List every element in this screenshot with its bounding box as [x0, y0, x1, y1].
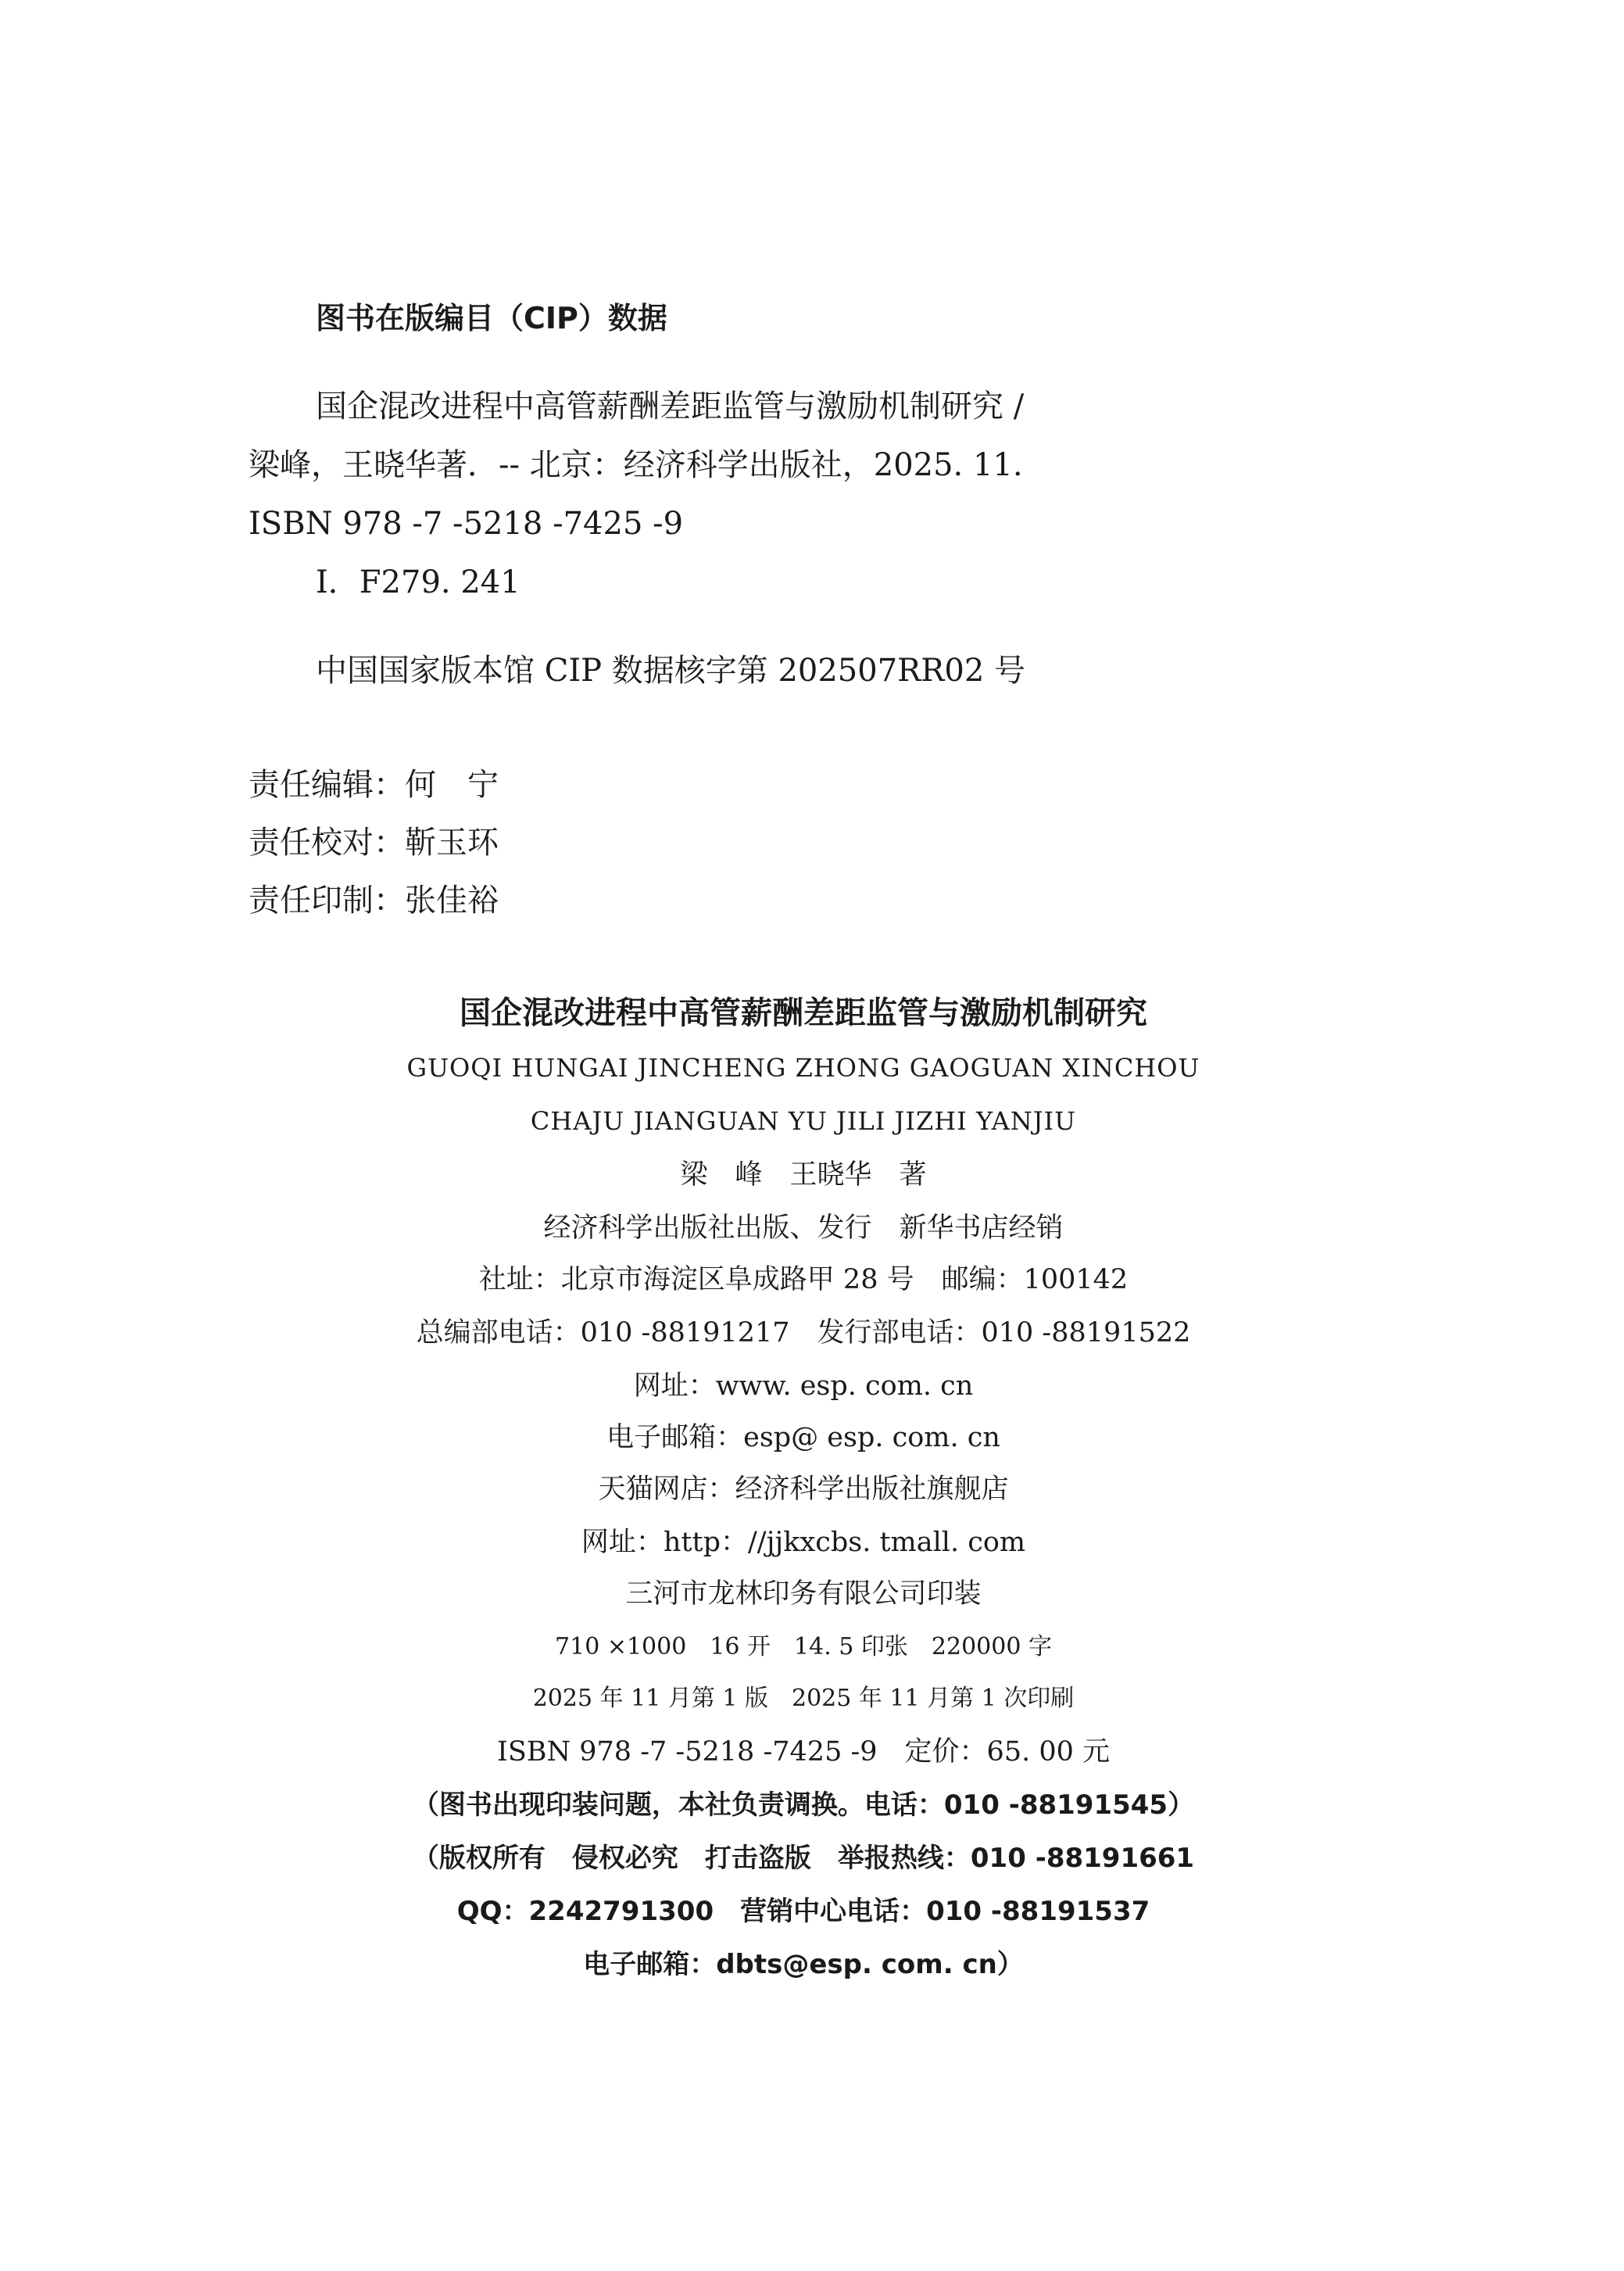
- book-title-pinyin-line1: GUOQI HUNGAI JINCHENG ZHONG GAOGUAN XINCHOU: [406, 1053, 1200, 1083]
- responsible-proofreader: 责任校对：靳玉环: [249, 825, 499, 861]
- tmall-store: 天猫网店：经济科学出版社旗舰店: [598, 1474, 1009, 1505]
- cip-heading: 图书在版编目（CIP）数据: [316, 301, 667, 335]
- cip-record-line1: 国企混改进程中高管薪酬差距监管与激励机制研究 /: [316, 389, 1025, 424]
- publisher-email: 电子邮箱：esp@ esp. com. cn: [606, 1422, 1000, 1453]
- cip-classification: Ⅰ．F279. 241: [316, 564, 520, 600]
- cip-national-library-number: 中国国家版本馆 CIP 数据核字第 202507RR02 号: [316, 653, 1026, 689]
- publisher-distributor: 经济科学出版社出版、发行 新华书店经销: [543, 1213, 1064, 1244]
- printer: 三河市龙林印务有限公司印装: [625, 1578, 982, 1610]
- book-title-chinese: 国企混改进程中高管薪酬差距监管与激励机制研究: [460, 995, 1147, 1031]
- book-format: 710 ×1000 16 开 14. 5 印张 220000 字: [555, 1633, 1052, 1660]
- isbn-price: ISBN 978 -7 -5218 -7425 -9 定价：65. 00 元: [496, 1736, 1111, 1768]
- marketing-contact: QQ：2242791300 营销中心电话：010 -88191537: [456, 1896, 1150, 1927]
- responsible-printing: 责任印制：张佳裕: [249, 883, 499, 919]
- cip-isbn: ISBN 978 -7 -5218 -7425 -9: [249, 506, 684, 542]
- print-defect-notice: （图书出现印装问题，本社负责调换。电话：010 -88191545）: [412, 1789, 1195, 1821]
- copyright-notice: （版权所有 侵权必究 打击盗版 举报热线：010 -88191661: [412, 1843, 1195, 1874]
- responsible-editor: 责任编辑：何 宁: [249, 767, 499, 803]
- authors: 梁 峰 王晓华 著: [680, 1159, 927, 1191]
- publisher-phones: 总编部电话：010 -88191217 发行部电话：010 -88191522: [416, 1317, 1191, 1349]
- edition-printing: 2025 年 11 月第 1 版 2025 年 11 月第 1 次印刷: [532, 1685, 1075, 1712]
- tmall-store-url: 网址：http：//jjkxcbs. tmall. com: [581, 1527, 1026, 1558]
- book-title-pinyin-line2: CHAJU JIANGUAN YU JILI JIZHI YANJIU: [530, 1106, 1077, 1136]
- report-email: 电子邮箱：dbts@esp. com. cn）: [583, 1949, 1024, 1980]
- publisher-address: 社址：北京市海淀区阜成路甲 28 号 邮编：100142: [478, 1264, 1129, 1295]
- cip-record-line2: 梁峰，王晓华著．-- 北京：经济科学出版社，2025. 11.: [249, 447, 1023, 483]
- publisher-website: 网址：www. esp. com. cn: [633, 1370, 974, 1402]
